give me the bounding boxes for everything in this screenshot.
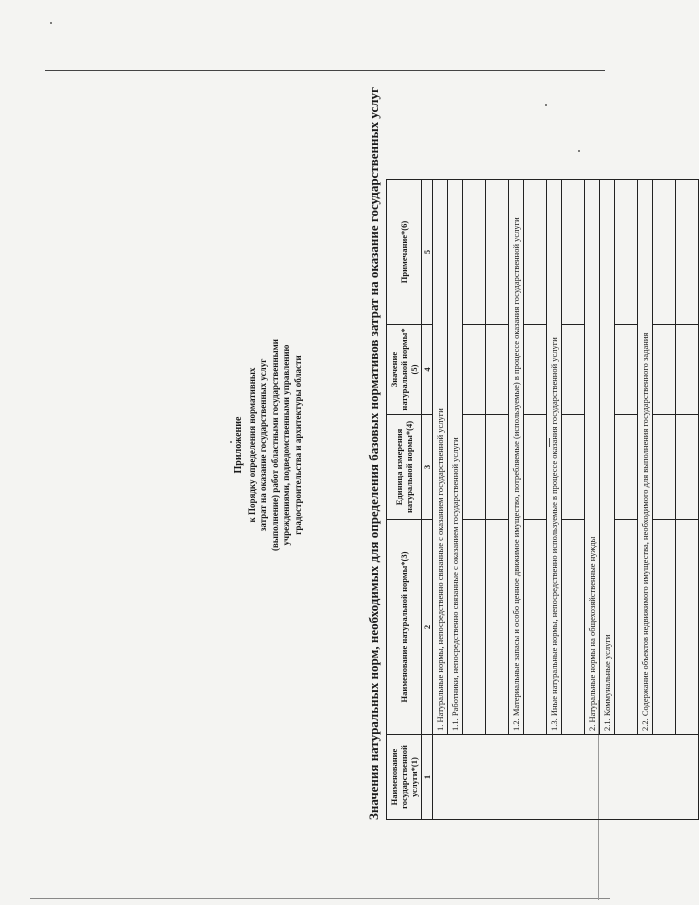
table-row	[448, 180, 463, 820]
col-header-norm-name: Наименование натуральной нормы*(3)	[387, 520, 422, 735]
col-header-unit: Единица измерения натуральной нормы*(4)	[387, 415, 422, 520]
appendix-line: затрат на оказание государственных услуг	[258, 358, 268, 532]
col-header-note: Примечание*(6)	[387, 180, 422, 325]
col-header-service: Наименование государственной услуги*(1)	[387, 735, 422, 820]
table-row	[653, 180, 676, 820]
table-row	[615, 180, 638, 820]
table-row	[547, 180, 562, 820]
col-number: 3	[422, 415, 433, 520]
document-title: Значения натуральных норм, необходимых для определения базовых нормативов затрат на оказание государственных услуг	[366, 87, 381, 820]
col-number: 5	[422, 180, 433, 325]
section-row-2: 2. Натуральные нормы на общехозяйственные нужды	[585, 180, 600, 735]
col-number: 1	[422, 735, 433, 820]
scan-speck	[50, 22, 52, 24]
appendix-line: к Порядку определения нормативных	[246, 367, 257, 523]
appendix-block	[233, 295, 304, 595]
col-number: 4	[422, 325, 433, 415]
scan-edge-line	[45, 70, 605, 71]
table-row	[585, 180, 600, 820]
section-row-2-1: 2.1. Коммунальные услуги	[600, 180, 615, 735]
table-section	[366, 87, 656, 820]
table-number-row	[422, 180, 433, 820]
table-row	[562, 180, 585, 820]
col-header-value: Значение натуральной нормы*(5)	[387, 325, 422, 415]
rotated-document	[218, 87, 668, 820]
table-row	[433, 180, 448, 820]
appendix-line: (выполнение) работ областными государственными	[269, 339, 280, 551]
table-row	[524, 180, 547, 820]
appendix-line: учреждениями, подведомственными управлению	[281, 344, 291, 546]
appendix-line: градостроительства и архитектуры области	[292, 355, 303, 535]
section-row-1-2: 1.2. Материальные запасы и особо ценное движимое имущество, потребляемые (используемые) в процессе оказания государственной услуги	[509, 180, 524, 735]
table-row	[463, 180, 486, 820]
scan-speck	[545, 104, 547, 106]
norms-table	[386, 179, 699, 820]
section-row-1: 1. Натуральные нормы, непосредственно связанные с оказанием государственной услуги	[433, 180, 448, 735]
table-row	[600, 180, 615, 820]
table-row	[676, 180, 699, 820]
table-header-row	[387, 180, 422, 820]
appendix-title: Приложение	[233, 416, 244, 474]
section-row-1-3: 1.3. Иные натуральные нормы, непосредственно используемые в процессе оказания государственной услуги	[547, 180, 562, 735]
section-row-2-2: 2.2. Содержание объектов недвижимого имущества, необходимого для выполнения государственного задания	[638, 180, 653, 735]
scan-bottom-line	[30, 898, 610, 899]
section-row-1-1: 1.1. Работники, непосредственно связанные с оказанием государственной услуги	[448, 180, 463, 735]
scan-speck	[578, 150, 580, 152]
table-row	[638, 180, 653, 820]
col-number: 2	[422, 520, 433, 735]
table-row	[509, 180, 524, 820]
table-row	[486, 180, 509, 820]
service-name-cell	[433, 735, 699, 820]
